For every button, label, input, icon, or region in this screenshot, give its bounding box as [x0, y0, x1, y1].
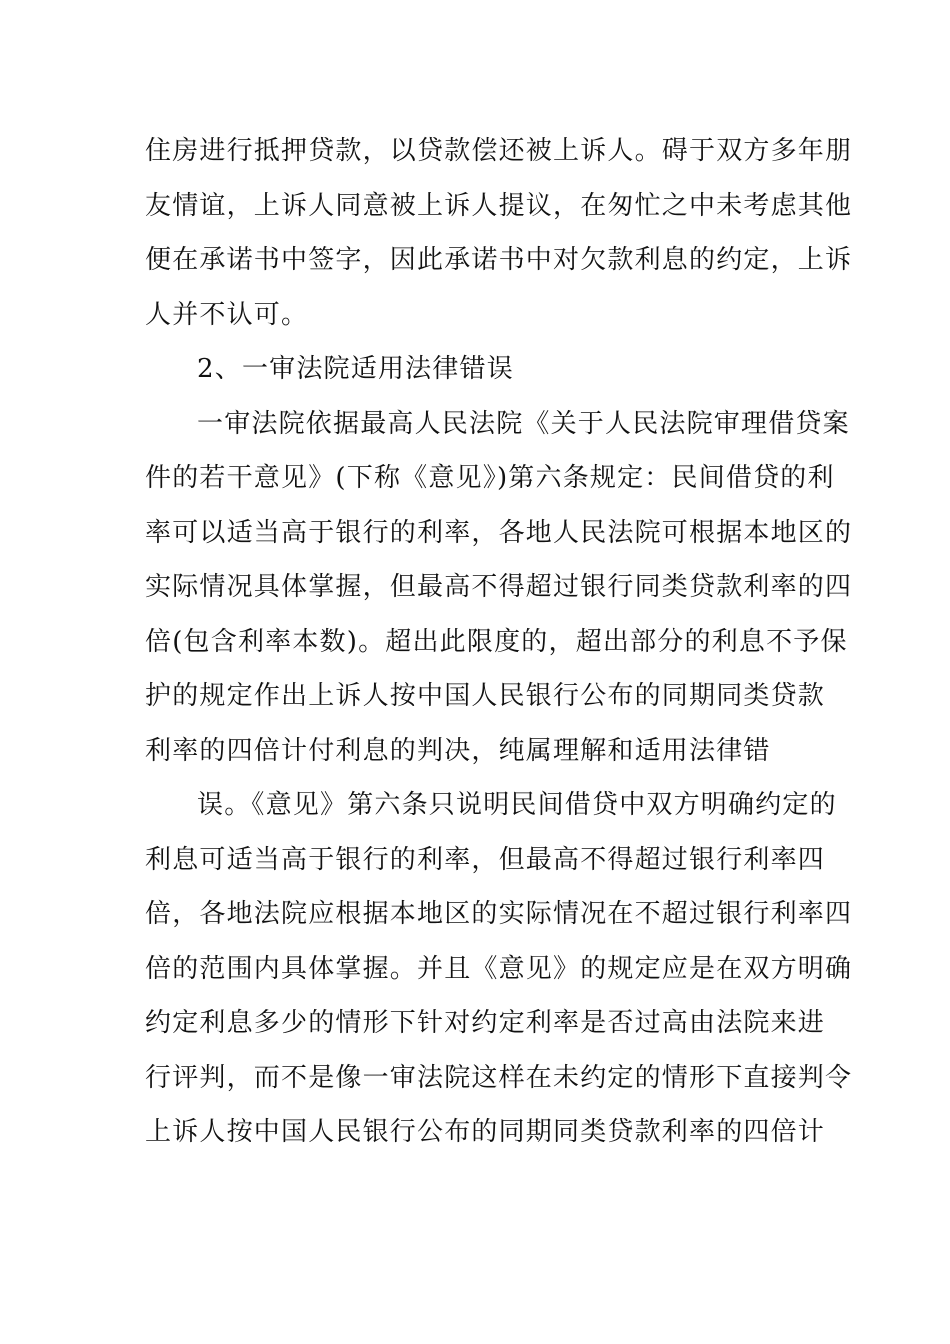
text-line: 友情谊，上诉人同意被上诉人提议，在匆忙之中未考虑其他 [145, 190, 853, 221]
text-line: 一审法院依据最高人民法院《关于人民法院审理借贷案 [197, 408, 850, 439]
text-line: 住房进行抵押贷款，以贷款偿还被上诉人。碍于双方多年朋 [145, 136, 853, 166]
text-line: 倍的范围内具体掌握。并且《意见》的规定应是在双方明确 [145, 953, 853, 984]
text-line: 利息可适当高于银行的利率，但最高不得超过银行利率四 [145, 844, 826, 875]
text-line: 便在承诺书中签字，因此承诺书中对欠款利息的约定，上诉 [145, 245, 853, 275]
text-line: 误。《意见》第六条只说明民间借贷中双方明确约定的 [197, 790, 837, 820]
text-line: 率可以适当高于银行的利率，各地人民法院可根据本地区的 [145, 517, 853, 548]
text-line: 利率的四倍计付利息的判决，纯属理解和适用法律错 [145, 735, 771, 766]
text-line: 实际情况具体掌握，但最高不得超过银行同类贷款利率的四 [145, 572, 853, 602]
text-line: 倍(包含利率本数)。超出此限度的，超出部分的利息不予保 [145, 626, 848, 657]
text-line: 护的规定作出上诉人按中国人民银行公布的同期同类贷款 [145, 681, 826, 711]
document-body [145, 124, 853, 1160]
text-line: 上诉人按中国人民银行公布的同期同类贷款利率的四倍计 [145, 1117, 826, 1147]
text-line: 人并不认可。 [145, 299, 309, 330]
text-line: 倍，各地法院应根据本地区的实际情况在不超过银行利率四 [145, 899, 853, 929]
text-line: 约定利息多少的情形下针对约定利率是否过高由法院来进 [145, 1008, 826, 1038]
text-line: 行评判，而不是像一审法院这样在未约定的情形下直接判令 [145, 1062, 853, 1093]
section-heading: 2、一审法院适用法律错误 [197, 354, 514, 384]
text-line: 件的若干意见》(下称《意见》)第六条规定：民间借贷的利 [145, 463, 835, 493]
